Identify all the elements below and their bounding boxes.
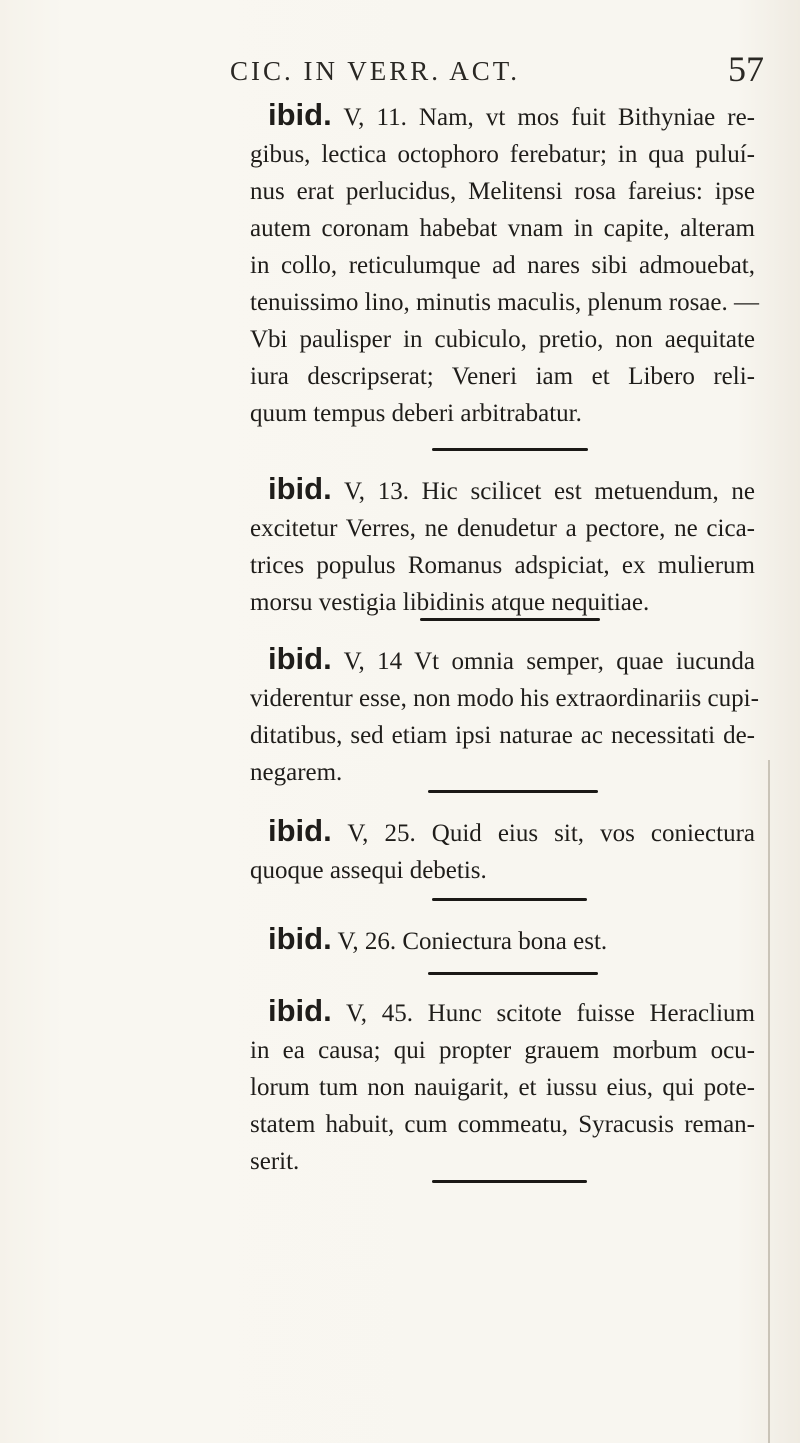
entry-5 (250, 920, 755, 960)
entry-line: trices populus Romanus adspiciat, ex mulierum (250, 552, 755, 579)
entry-line: gibus, lectica octophoro ferebatur; in qua puluí- (250, 141, 755, 168)
entry-line: serit. (250, 1148, 300, 1175)
entry-line: ibid. V, 14 Vt omnia semper, quae iucunda (268, 641, 755, 676)
entry-line: iura descripserat; Veneri iam et Libero reli- (250, 363, 755, 390)
entry-6 (250, 992, 755, 1180)
entry-line: ditatibus, sed etiam ipsi naturae ac necessitati de- (250, 722, 755, 749)
entry-line: ibid. V, 45. Hunc scitote fuisse Heraclium (268, 993, 755, 1028)
entry-line: excitetur Verres, ne denudetur a pectore, ne cica- (250, 515, 755, 542)
entry-line: tenuissimo lino, minutis maculis, plenum rosae. — (250, 289, 759, 316)
entry-line: ibid. V, 11. Nam, vt mos fuit Bithyniae re- (268, 97, 755, 132)
separator-rule (432, 1180, 587, 1183)
running-header: CIC. IN VERR. ACT. (230, 56, 521, 86)
entry-line: morsu vestigia libidinis atque nequitiae. (250, 589, 650, 616)
entry-3 (250, 640, 759, 791)
entry-line: lorum tum non nauigarit, et iussu eius, qui pote- (250, 1074, 755, 1101)
separator-rule (432, 898, 587, 901)
entry-line: in ea causa; qui propter grauem morbum ocu- (250, 1037, 755, 1064)
entry-2 (250, 470, 755, 621)
entry-line: statem habuit, cum commeatu, Syracusis reman- (250, 1111, 755, 1138)
entry-line: ibid. V, 25. Quid eius sit, vos coniectura (268, 813, 755, 848)
separator-rule (432, 448, 588, 451)
entry-line: in collo, reticulumque ad nares sibi admouebat, (250, 252, 755, 279)
entry-line: viderentur esse, non modo his extraordinariis cupi- (250, 685, 759, 712)
entry-line: quoque assequi debetis. (250, 857, 487, 884)
entry-line: ibid. V, 13. Hic scilicet est metuendum, ne (268, 471, 755, 506)
separator-rule (428, 972, 598, 975)
entry-line: quum tempus deberi arbitrabatur. (250, 400, 582, 427)
entry-line: nus erat perlucidus, Melitensi rosa fareius: ipse (250, 178, 755, 205)
separator-rule (428, 790, 598, 793)
entry-line: negarem. (250, 759, 343, 786)
page-number: 57 (728, 49, 764, 89)
entry-4 (250, 812, 755, 889)
entry-line: Vbi paulisper in cubiculo, pretio, non aequitate (250, 326, 755, 353)
page-edge (768, 760, 770, 1443)
entry-line: ibid. V, 26. Coniectura bona est. (268, 921, 608, 956)
entry-1 (250, 96, 759, 432)
entry-line: autem coronam habebat vnam in capite, alteram (250, 215, 755, 242)
separator-rule (420, 618, 600, 621)
